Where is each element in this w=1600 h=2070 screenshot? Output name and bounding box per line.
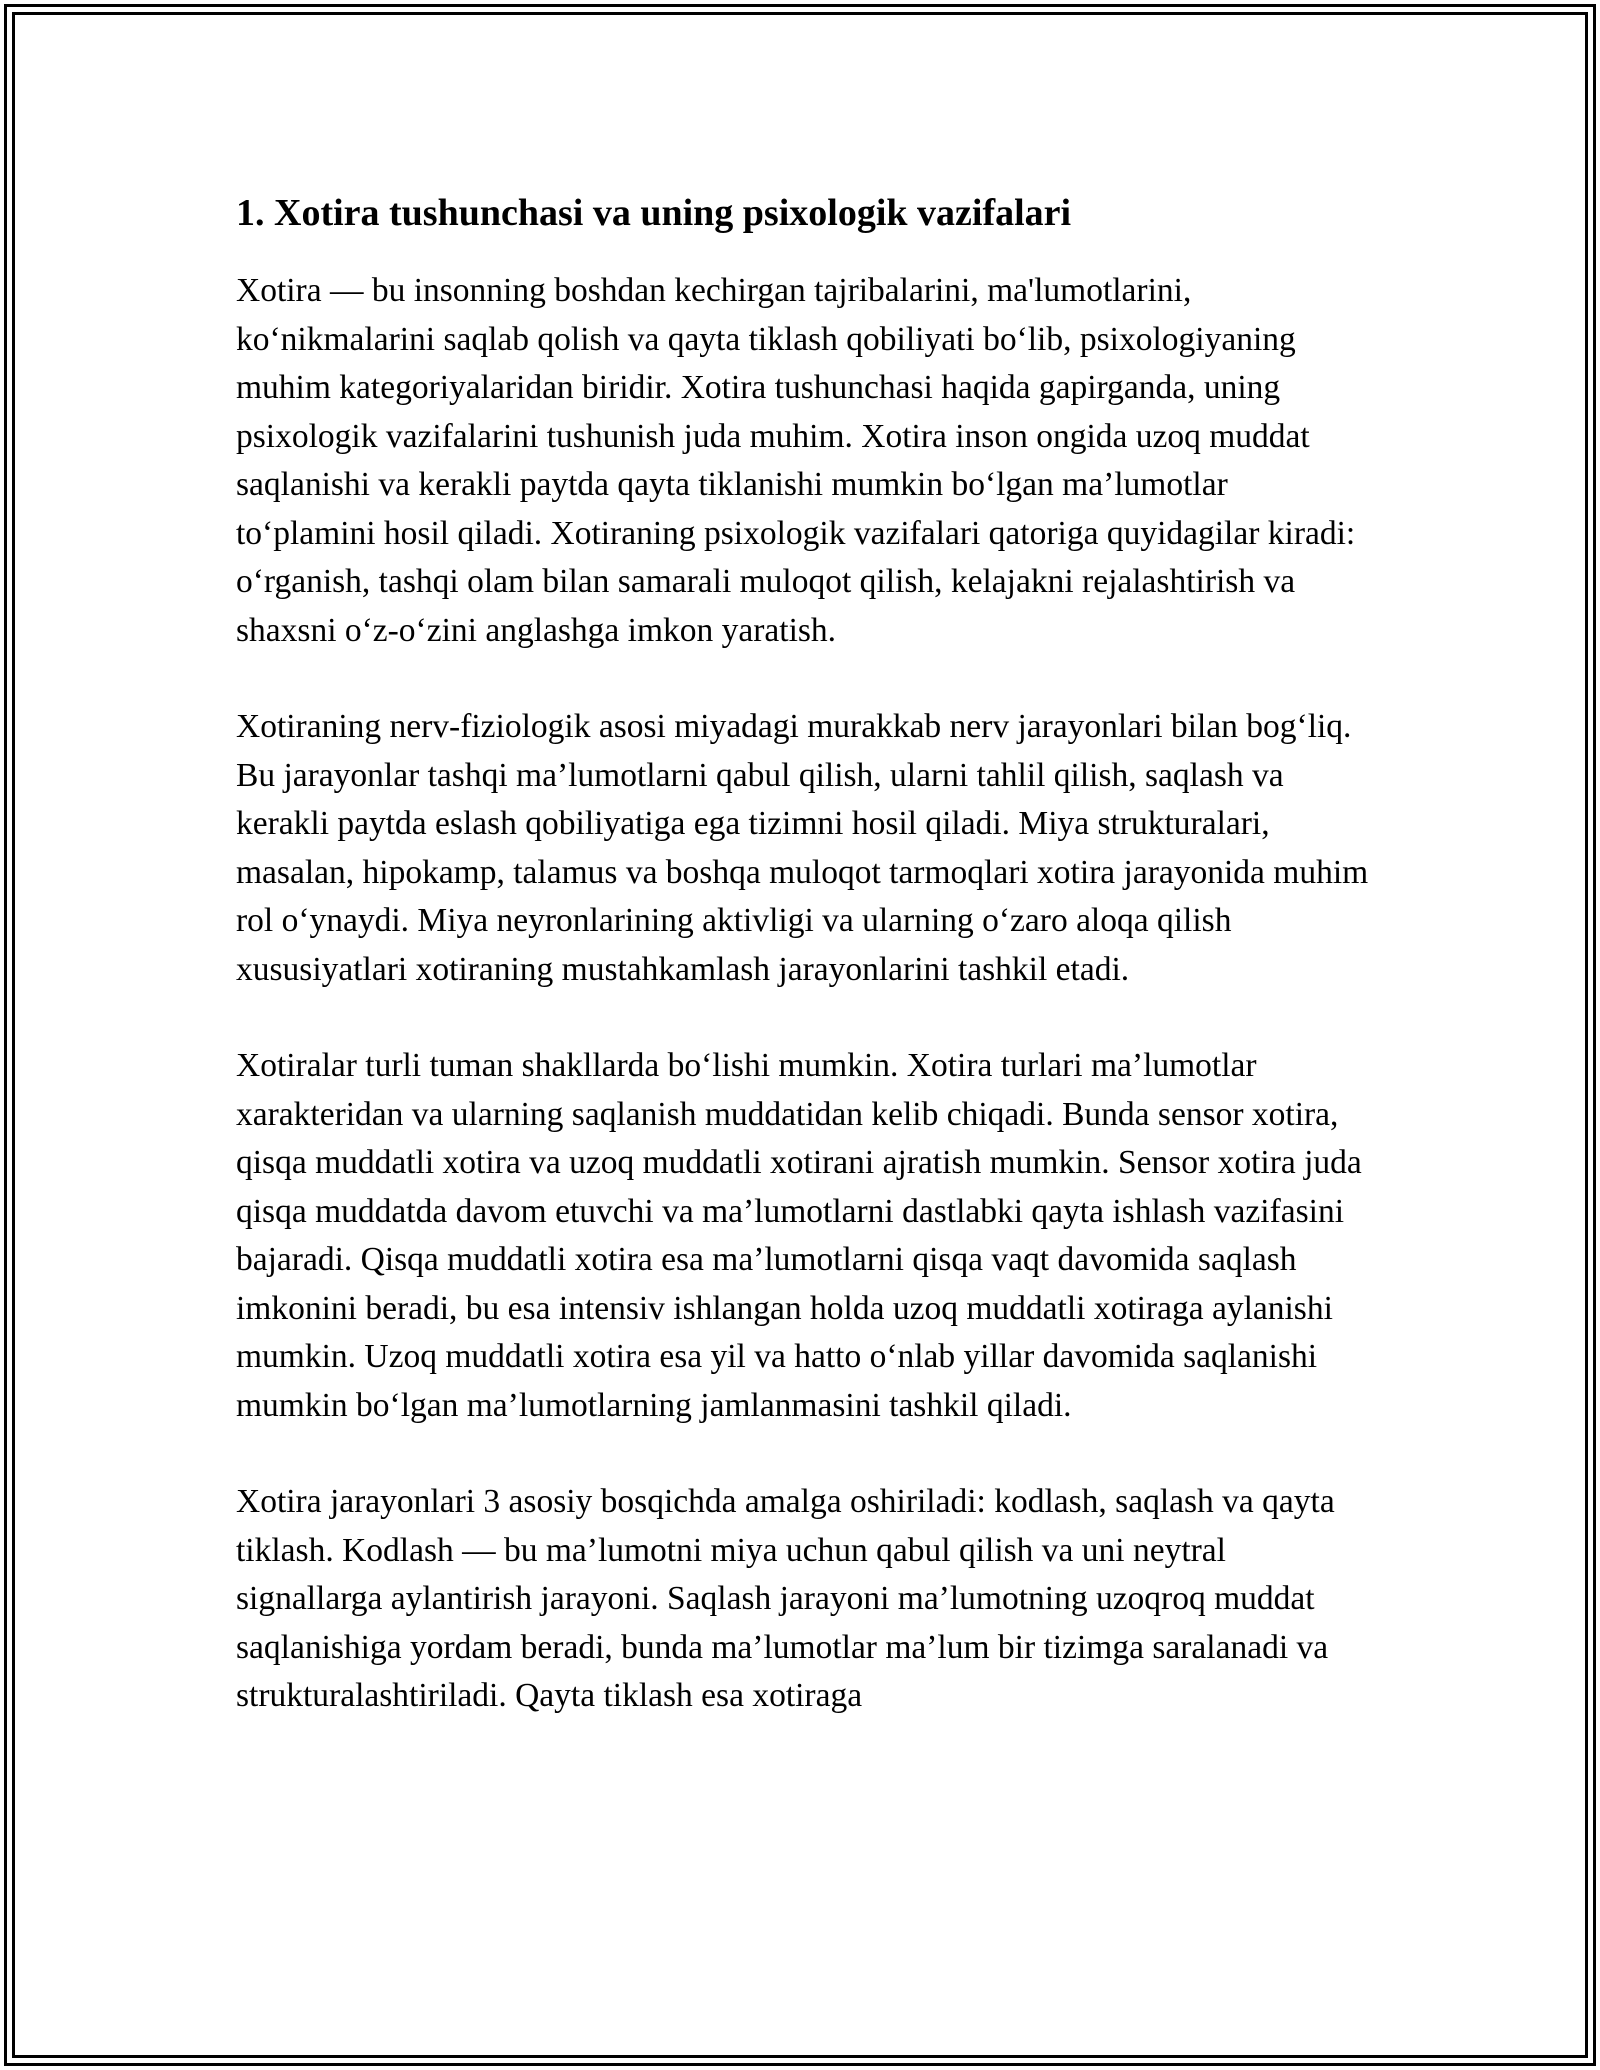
paragraph-memory-processes: Xotira jarayonlari 3 asosiy bosqichda amalga oshiriladi: kodlash, saqlash va qayta tiklash. Kodlash — bu ma’lumotni miya uchun qabul qilish va uni neytral signallarga aylantirish jarayoni. Saqlash jarayoni ma’lumotning uzoqroq muddat saqlanishiga yordam beradi, bunda ma’lumotlar ma’lum bir tizimga saralanadi va strukturalashtiriladi. Qayta tiklash esa xotiraga <box>236 1483 1335 1714</box>
document-body <box>236 185 1371 1769</box>
paragraph-neurophysiology: Xotiraning nerv-fiziologik asosi miyadagi murakkab nerv jarayonlari bilan bog‘liq. Bu jarayonlar tashqi ma’lumotlarni qabul qilish, ularni tahlil qilish, saqlash va kerakli paytda eslash qobiliyatiga ega tizimni hosil qiladi. Miya strukturalari, masalan, hipokamp, talamus va boshqa muloqot tarmoqlari xotira jarayonida muhim rol o‘ynaydi. Miya neyronlarining aktivligi va ularning o‘zaro aloqa qilish xususiyatlari xotiraning mustahkamlash jarayonlarini tashkil etadi. <box>236 708 1369 988</box>
paragraph-memory-types: Xotiralar turli tuman shakllarda bo‘lishi mumkin. Xotira turlari ma’lumotlar xarakteridan va ularning saqlanish muddatidan kelib chiqadi. Bunda sensor xotira, qisqa muddatli xotira va uzoq muddatli xotirani ajratish mumkin. Sensor xotira juda qisqa muddatda davom etuvchi va ma’lumotlarni dastlabki qayta ishlash vazifasini bajaradi. Qisqa muddatli xotira esa ma’lumotlarni qisqa vaqt davomida saqlash imkonini beradi, bu esa intensiv ishlangan holda uzoq muddatli xotiraga aylanishi mumkin. Uzoq muddatli xotira esa yil va hatto o‘nlab yillar davomida saqlanishi mumkin bo‘lgan ma’lumotlarning jamlanmasini tashkil qiladi. <box>236 1047 1362 1424</box>
paragraph-definition: Xotira — bu insonning boshdan kechirgan tajribalarini, ma'lumotlarini, ko‘nikmalarini saqlab qolish va qayta tiklash qobiliyati bo‘lib, psixologiyaning muhim kategoriyalaridan biridir. Xotira tushunchasi haqida gapirganda, uning psixologik vazifalarini tushunish juda muhim. Xotira inson ongida uzoq muddat saqlanishi va kerakli paytda qayta tiklanishi mumkin bo‘lgan ma’lumotlar to‘plamini hosil qiladi. Xotiraning psixologik vazifalari qatoriga quyidagilar kiradi: o‘rganish, tashqi olam bilan samarali muloqot qilish, kelajakni rejalashtirish va shaxsni o‘z-o‘zini anglashga imkon yaratish. <box>236 272 1356 649</box>
section-heading: 1. Xotira tushunchasi va uning psixologik vazifalari <box>236 192 1072 234</box>
